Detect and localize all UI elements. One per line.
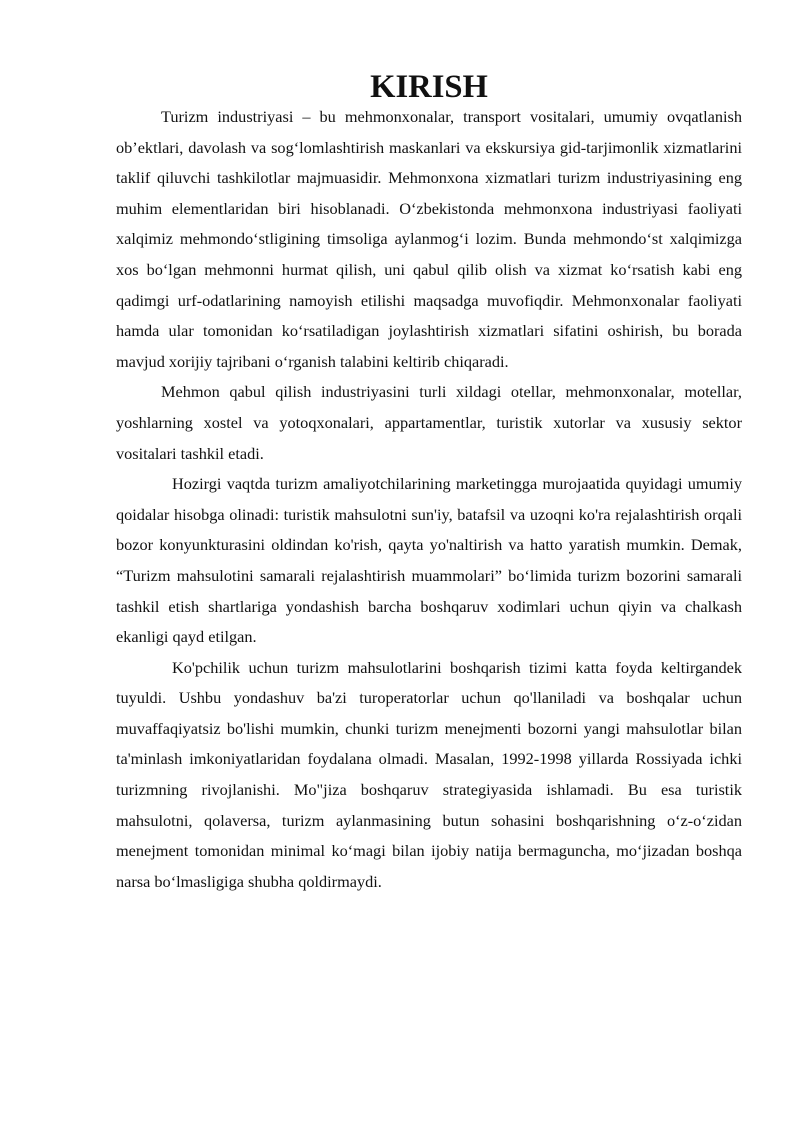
document-page (116, 69, 742, 897)
document-title: KIRISH (370, 69, 488, 105)
paragraph-2: Mehmon qabul qilish industriyasini turli xildagi otellar, mehmonxonalar, motellar, yoshlarning xostel va yotoqxonalari, appartamentlar, turistik xutorlar va xususiy sektor vositalari tashkil etadi. (116, 382, 742, 463)
paragraph-1: Turizm industriyasi – bu mehmonxonalar, transport vositalari, umumiy ovqatlanish ob’ektlari, davolash va sog‘lomlashtirish maskanlari va ekskursiya gid-tarjimonlik xizmatlarini taklif qiluvchi tashkilotlar majmuasidir. Mehmonxona xizmatlari turizm industriyasining eng muhim elementlaridan biri hisoblanadi. O‘zbekistonda mehmonxona industriyasi faoliyati xalqimiz mehmondo‘stligining timsoliga aylanmog‘i lozim. Bunda mehmondo‘st xalqimizga xos bo‘lgan mehmonni hurmat qilish, uni qabul qilib olish va xizmat ko‘rsatish kabi eng qadimgi urf-odatlarining namoyish etilishi maqsadga muvofiqdir. Mehmonxonalar faoliyati hamda ular tomonidan ko‘rsatiladigan joylashtirish xizmatlari sifatini oshirish, bu borada mavjud xorijiy tajribani o‘rganish talabini keltirib chiqaradi. (116, 107, 742, 371)
paragraph-3: Hozirgi vaqtda turizm amaliyotchilarining marketingga murojaatida quyidagi umumiy qoidalar hisobga olinadi: turistik mahsulotni sun'iy, batafsil va uzoqni ko'ra rejalashtirish orqali bozor konyunkturasini oldindan ko'rish, qayta yo'naltirish va hatto yaratish mumkin. Demak, “Turizm mahsulotini samarali rejalashtirish muammolari” bo‘limida turizm bozorini samarali tashkil etish shartlariga yondashish barcha boshqaruv xodimlari uchun qiyin va chalkash ekanligi qayd etilgan. (116, 474, 742, 647)
paragraph-4: Ko'pchilik uchun turizm mahsulotlarini boshqarish tizimi katta foyda keltirgandek tuyuldi. Ushbu yondashuv ba'zi turoperatorlar uchun qo'llaniladi va boshqalar uchun muvaffaqiyatsiz bo'lishi mumkin, chunki turizm menejmenti bozorni yangi mahsulotlar bilan ta'minlash imkoniyatlaridan foydalana olmadi. Masalan, 1992-1998 yillarda Rossiyada ichki turizmning rivojlanishi. Mo"jiza boshqaruv strategiyasida ishlamadi. Bu esa turistik mahsulotni, qolaversa, turizm aylanmasining butun sohasini boshqarishning o‘z-o‘zidan menejment tomonidan minimal ko‘magi bilan ijobiy natija bermaguncha, mo‘jizadan boshqa narsa bo‘lmasligiga shubha qoldirmaydi. (116, 657, 742, 891)
